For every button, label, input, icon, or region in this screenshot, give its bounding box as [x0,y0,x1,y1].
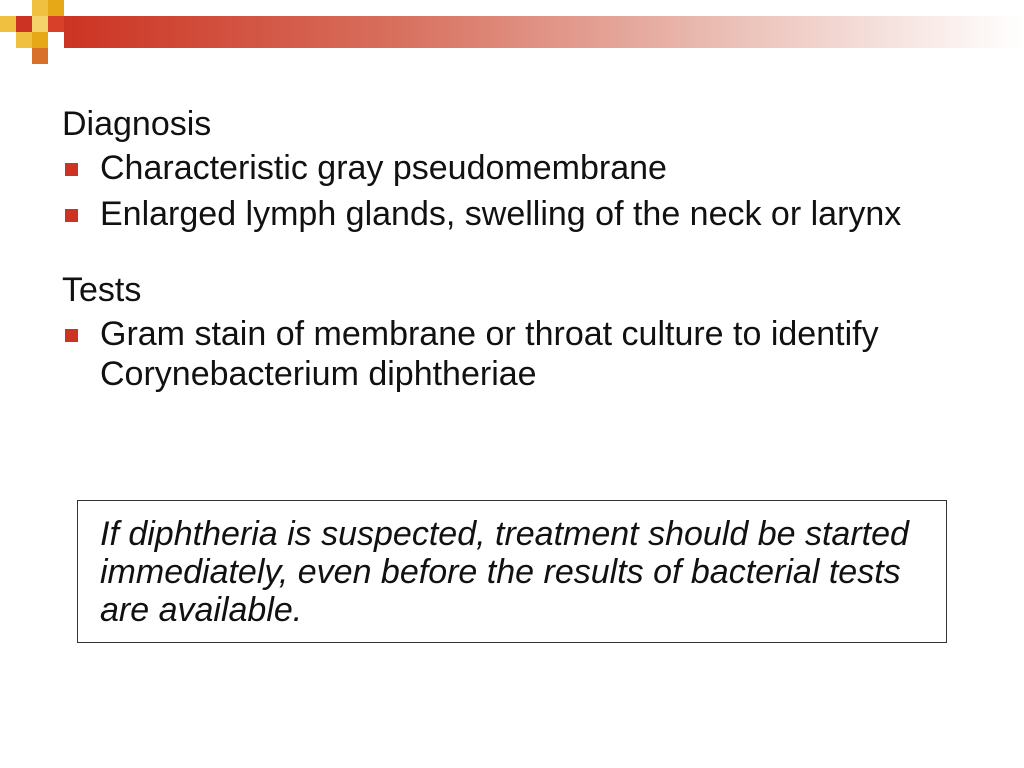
header-gradient-bar [64,16,1024,48]
list-item-text: Gram stain of membrane or throat culture to identify Corynebacterium diphtheriae [100,315,879,393]
section-spacer [62,240,962,270]
deco-square [16,32,32,48]
square-bullet-icon [65,329,78,342]
deco-square [32,16,48,32]
section-heading-tests: Tests [62,271,142,309]
section-heading-diagnosis: Diagnosis [62,105,212,143]
deco-square [32,0,48,16]
list-item-text: Enlarged lymph glands, swelling of the neck or larynx [100,195,902,233]
deco-square [48,16,64,32]
diagnosis-list [62,148,962,234]
square-bullet-icon [65,163,78,176]
deco-square [0,16,16,32]
list-item-text: Characteristic gray pseudomembrane [100,149,667,187]
deco-square [32,32,48,48]
deco-square [48,0,64,16]
slide-content [62,104,962,400]
deco-square [0,0,16,16]
header-decoration [0,0,1024,64]
list-item [62,148,962,188]
list-item [62,194,962,234]
deco-square [16,16,32,32]
square-bullet-icon [65,209,78,222]
note-text: If diphtheria is suspected, treatment should be started immediately, even before the results of bacterial tests are available. [100,515,909,629]
tests-list [62,314,962,394]
list-item [62,314,962,394]
note-box [77,500,947,643]
deco-square [32,48,48,64]
